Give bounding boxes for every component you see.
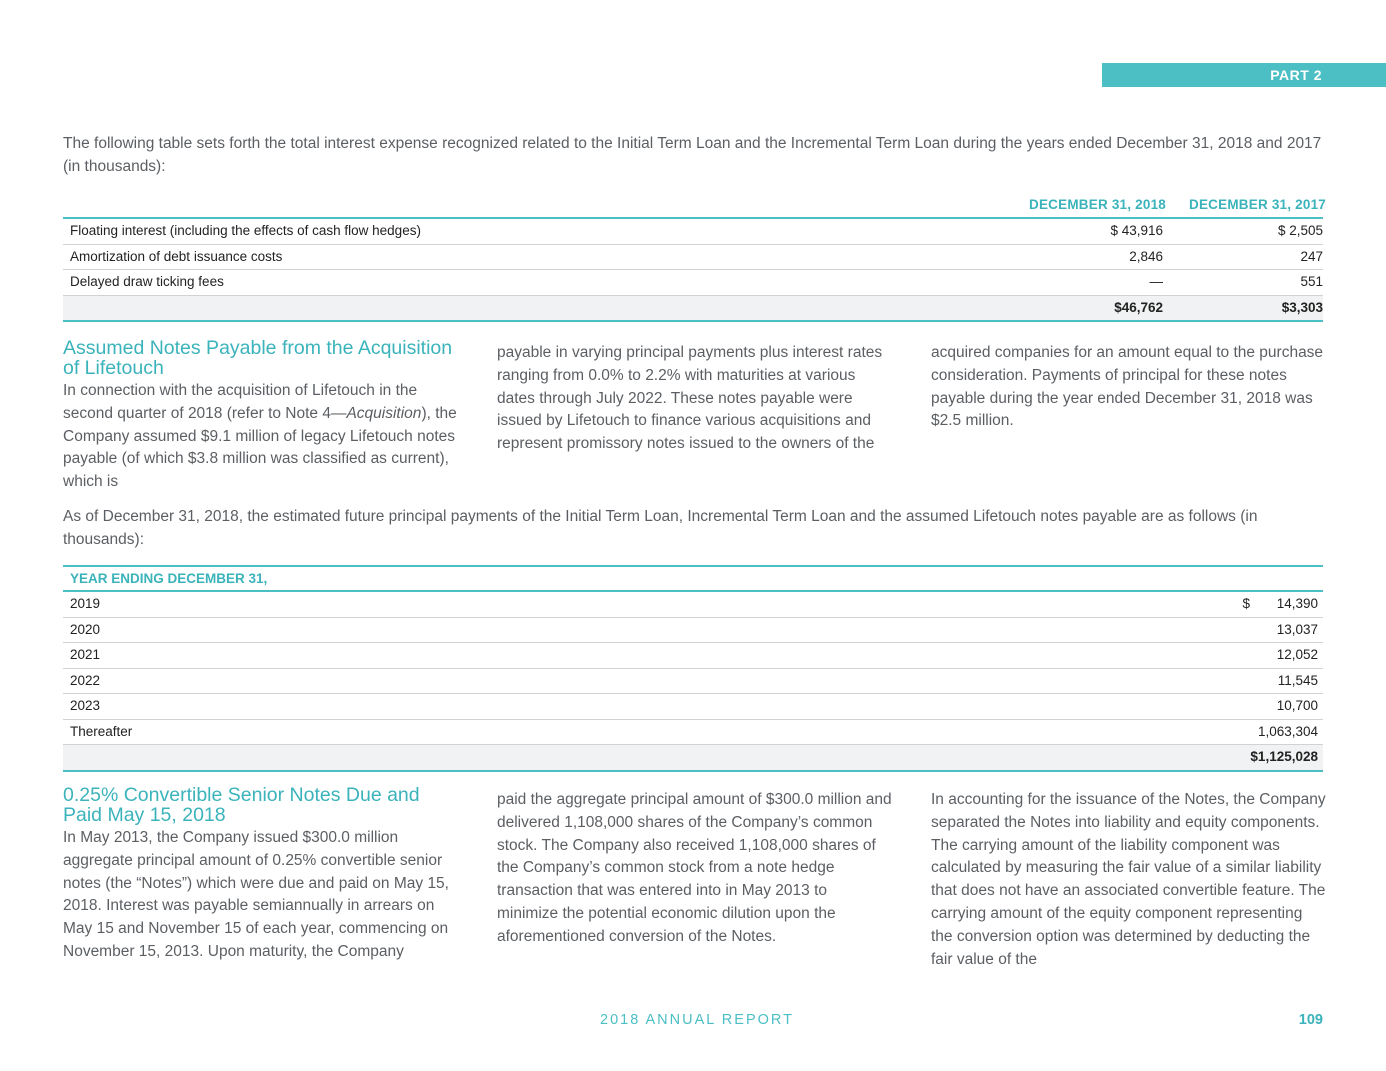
value-2018: $ 43,916 xyxy=(1110,223,1163,238)
row-label: Delayed draw ticking fees xyxy=(70,274,224,289)
year-label: 2021 xyxy=(70,647,101,662)
payment-value: 12,052 xyxy=(1276,647,1318,662)
section1-column-1 xyxy=(63,338,458,494)
year-label: Thereafter xyxy=(70,723,133,739)
section2-col2-text: paid the aggregate principal amount of $300.0 million and delivered 1,108,000 shares of the Company’s common stock. The Company also received 1,108,000 shares of the Company’s common stock from a note hedge transaction that was entered into in May 2013 to minimize the potential economic dilution upon the aforementioned conversion of the Notes. xyxy=(497,791,892,945)
section1-col1-text xyxy=(63,380,458,494)
table-row xyxy=(63,219,1323,245)
payment-value: 1,063,304 xyxy=(1257,723,1318,739)
payment-value: 10,700 xyxy=(1276,698,1318,713)
table-row xyxy=(63,643,1323,669)
table-row xyxy=(63,618,1323,644)
page-number: 109 xyxy=(1298,1012,1323,1028)
payment-value: 11,545 xyxy=(1277,672,1318,688)
column-header-2018: DECEMBER 31, 2018 xyxy=(1029,197,1166,212)
part-label: PART 2 xyxy=(1102,63,1386,87)
total-row xyxy=(63,296,1323,323)
italic-reference: Acquisition xyxy=(346,404,422,422)
table-row xyxy=(63,245,1323,271)
section-heading: 0.25% Convertible Senior Notes Due and Paid May 15, 2018 xyxy=(63,784,420,826)
row-label: Floating interest (including the effects of cash flow hedges) xyxy=(70,223,421,238)
section1-col3-text: acquired companies for an amount equal to the purchase consideration. Payments of principal for these notes payable during the year ended December 31, 2018 was $2.5 million. xyxy=(931,344,1324,430)
year-label: 2019 xyxy=(70,596,101,611)
table-row xyxy=(63,270,1323,296)
table-row xyxy=(63,592,1323,618)
table-header: YEAR ENDING DECEMBER 31, xyxy=(63,565,1323,592)
principal-payments-table xyxy=(63,565,1323,772)
payment-value: 14,390 xyxy=(1276,596,1318,611)
value-2017: 247 xyxy=(1300,248,1323,264)
row-label: Amortization of debt issuance costs xyxy=(70,248,283,264)
table-row xyxy=(63,669,1323,695)
value-2017: 551 xyxy=(1300,274,1323,289)
value-2018: — xyxy=(1149,274,1163,289)
interest-expense-table xyxy=(63,193,1326,322)
year-label: 2020 xyxy=(70,621,101,637)
value-2017: $ 2,505 xyxy=(1277,223,1323,238)
total-2017: $3,303 xyxy=(1281,299,1323,315)
section2-column-1 xyxy=(63,785,458,964)
section2-col3-text: In accounting for the issuance of the Notes, the Company separated the Notes into liability and equity components. The carrying amount of the liability component was calculated by measuring the fair value of a similar liability that does not have an associated convertible feature. The carrying amount of the equity component representing the conversion option was determined by deducting the fair value of the xyxy=(931,791,1326,968)
section1-col2-text: payable in varying principal payments plus interest rates ranging from 0.0% to 2.2% with maturities at various dates through July 2022. These notes payable were issued by Lifetouch to finance various acquisitions and represent promissory notes issued to the owners of the xyxy=(497,344,883,453)
intro-paragraph: The following table sets forth the total interest expense recognized related to the Initial Term Loan and the Incremental Term Loan during the years ended December 31, 2018 and 2017 (in thousands): xyxy=(63,135,1322,175)
year-label: 2022 xyxy=(70,672,101,688)
table-row xyxy=(63,694,1323,720)
currency-symbol: $ xyxy=(1242,596,1250,611)
total-value: $1,125,028 xyxy=(1250,749,1318,764)
table-row xyxy=(63,720,1323,746)
footer-report-title: 2018 ANNUAL REPORT xyxy=(600,1012,794,1028)
text-part: In connection with the acquisition of Lifetouch in the second quarter of 2018 (refer to Note 4— xyxy=(63,382,418,422)
column-header-2017: DECEMBER 31, 2017 xyxy=(1189,197,1326,212)
table-header-row xyxy=(63,193,1326,219)
text-part: ), the Company assumed $9.1 million of legacy Lifetouch notes payable (of which $3.8 million was classified as current), which is xyxy=(63,404,457,491)
total-2018: $46,762 xyxy=(1114,299,1163,315)
section2-col1-text: In May 2013, the Company issued $300.0 million aggregate principal amount of 0.25% convertible senior notes (the “Notes”) which were due and paid on May 15, 2018. Interest was payable semiannually in arrears on May 15 and November 15 of each year, commencing on November 15, 2013. Upon maturity, the Company xyxy=(63,829,449,960)
principal-intro-paragraph: As of December 31, 2018, the estimated future principal payments of the Initial Term Loan, Incremental Term Loan and the assumed Lifetouch notes payable are as follows (in thousands): xyxy=(63,508,1258,548)
year-label: 2023 xyxy=(70,698,101,713)
total-row xyxy=(63,745,1323,772)
value-2018: 2,846 xyxy=(1129,248,1163,264)
payment-value: 13,037 xyxy=(1276,621,1318,637)
section-heading: Assumed Notes Payable from the Acquisition of Lifetouch xyxy=(63,337,453,379)
